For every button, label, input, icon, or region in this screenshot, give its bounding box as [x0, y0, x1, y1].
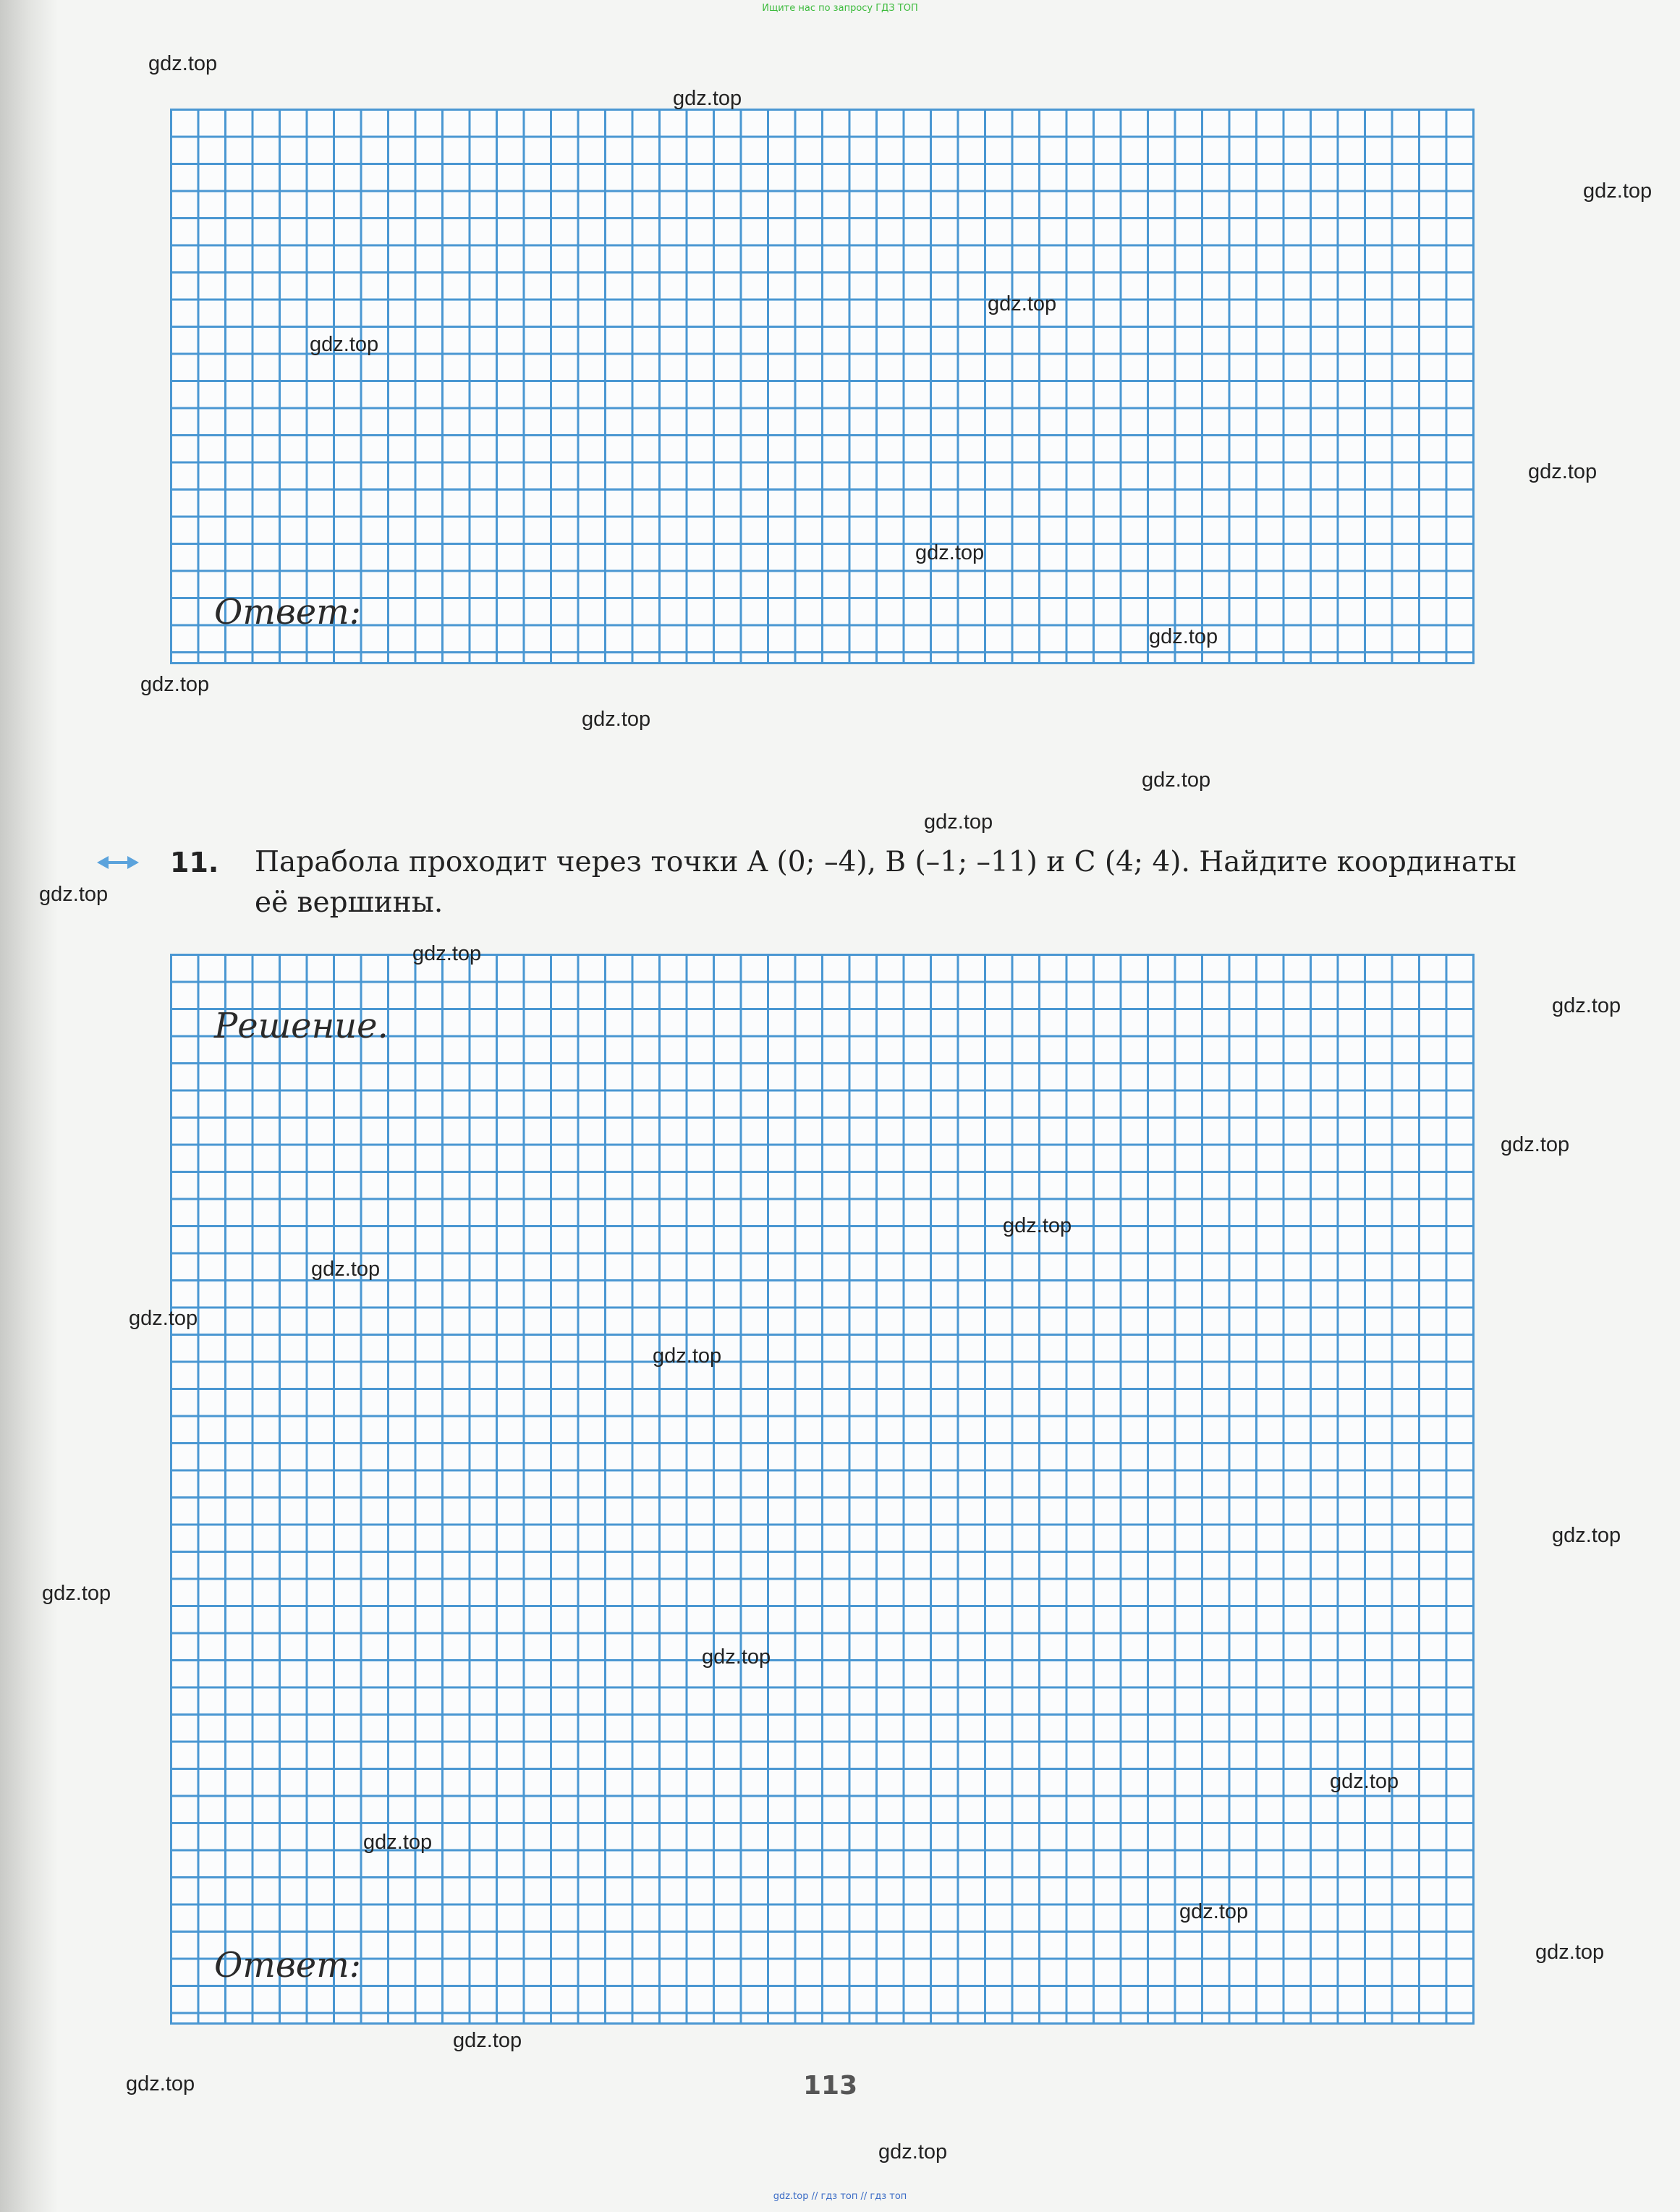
watermark: gdz.top	[653, 1344, 722, 1368]
watermark: gdz.top	[1179, 1900, 1249, 1923]
watermark: gdz.top	[140, 673, 210, 696]
watermark: gdz.top	[412, 942, 482, 965]
answer-grid-top	[170, 109, 1475, 664]
watermark: gdz.top	[1149, 625, 1218, 648]
watermark: gdz.top	[878, 2140, 948, 2164]
watermark: gdz.top	[126, 2072, 195, 2096]
solution-grid	[170, 954, 1475, 2025]
task-statement: Парабола проходит через точки A (0; –4), B (–1; –11) и C (4; 4). Найдите координаты её вершины.	[255, 846, 1516, 919]
watermark: gdz.top	[148, 52, 218, 75]
watermark: gdz.top	[1003, 1214, 1072, 1237]
watermark: gdz.top	[311, 1258, 381, 1281]
watermark: gdz.top	[42, 1582, 111, 1605]
answer-label-top: Ответ:	[214, 592, 361, 632]
page-number: 113	[803, 2071, 858, 2101]
watermark: gdz.top	[582, 708, 651, 731]
watermark: gdz.top	[1552, 994, 1621, 1017]
double-arrow-icon	[97, 854, 139, 871]
watermark: gdz.top	[1552, 1524, 1621, 1547]
watermark: gdz.top	[453, 2029, 522, 2052]
watermark: gdz.top	[915, 541, 985, 564]
page-binding-shadow	[0, 0, 58, 2212]
watermark: gdz.top	[702, 1645, 771, 1669]
watermark: gdz.top	[924, 810, 993, 834]
watermark: gdz.top	[1535, 1941, 1605, 1964]
watermark: gdz.top	[1501, 1133, 1570, 1156]
watermark: gdz.top	[673, 87, 742, 110]
answer-label-bottom: Ответ:	[214, 1945, 361, 1986]
watermark: gdz.top	[1330, 1770, 1399, 1793]
watermark: gdz.top	[1528, 460, 1598, 483]
watermark: gdz.top	[1583, 179, 1653, 203]
watermark: gdz.top	[1142, 768, 1211, 792]
watermark: gdz.top	[363, 1831, 433, 1854]
watermark: gdz.top	[39, 883, 109, 906]
bottom-banner[interactable]: gdz.top // гдз топ // гдз топ	[773, 2191, 907, 2202]
watermark: gdz.top	[129, 1307, 198, 1330]
top-search-banner[interactable]: Ищите нас по запросу ГДЗ ТОП	[762, 3, 918, 14]
task-number: 11.	[170, 847, 219, 878]
watermark: gdz.top	[988, 292, 1057, 315]
watermark: gdz.top	[310, 333, 379, 356]
solution-label: Решение.	[214, 1006, 389, 1046]
